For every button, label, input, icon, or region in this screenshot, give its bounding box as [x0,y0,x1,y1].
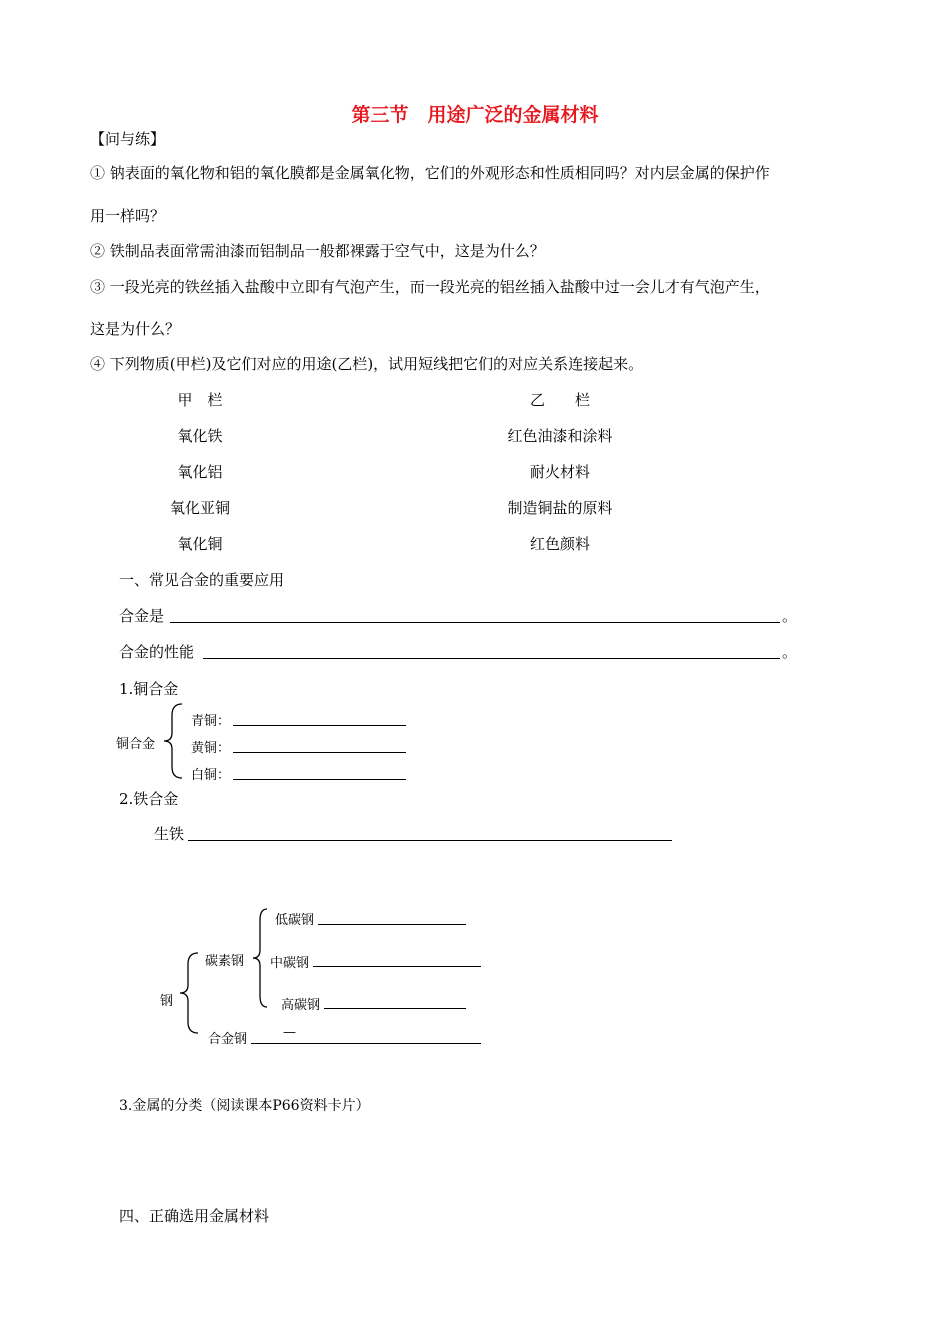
medium-carbon-steel-label: 中碳钢 [270,956,310,971]
copper-blank[interactable] [233,779,406,780]
end-mark: 。 [782,643,798,661]
copper-item-bronze: 青铜： [191,714,231,729]
metal-classification-heading: 3.金属的分类（阅读课本P66资料卡片） [119,1098,370,1114]
matching-right-item: 耐火材料 [529,463,590,481]
copper-alloy-group-label: 铜合金 [116,737,156,752]
low-carbon-steel-label: 低碳钢 [275,913,315,928]
alloy-definition-blank[interactable] [170,622,780,623]
pig-iron-label: 生铁 [154,825,185,843]
carbon-steel-label: 碳素钢 [205,954,245,969]
matching-left-item: 氧化亚铜 [169,499,230,517]
question-3-line-2: 这是为什么？ [90,320,181,338]
question-3-line-1: ③ 一段光亮的铁丝插入盐酸中立即有气泡产生，而一段光亮的铝丝插入盐酸中过一会儿才有气泡产生， [90,278,770,296]
copper-item-brass: 黄铜： [191,741,231,756]
matching-left-item: 氧化铜 [177,535,223,553]
high-carbon-steel-label: 高碳钢 [281,998,321,1013]
high-carbon-steel-blank[interactable] [324,1008,466,1009]
alloy-property-blank[interactable] [203,658,780,659]
question-1-line-1: ① 钠表面的氧化物和铝的氧化膜都是金属氧化物，它们的外观形态和性质相同吗？对内层金属的保护作 [90,164,770,182]
matching-left-header: 甲 栏 [177,391,223,409]
medium-carbon-steel-blank[interactable] [313,966,481,967]
pig-iron-blank[interactable] [188,840,672,841]
section-tag: 【问与练】 [90,130,166,148]
alloy-steel-dash: — [283,1025,296,1040]
iron-alloy-heading: 2.铁合金 [119,790,179,808]
matching-left-item: 氧化铝 [177,463,223,481]
alloy-steel-blank[interactable] [251,1043,481,1044]
alloy-definition-label: 合金是 [119,607,165,625]
copper-blank[interactable] [233,725,406,726]
matching-right-item: 制造铜盐的原料 [507,499,613,517]
end-mark: 。 [782,607,798,625]
section-4-heading: 四、正确选用金属材料 [119,1207,270,1225]
matching-right-item: 红色颜料 [529,535,590,553]
steel-label: 钢 [160,994,174,1009]
low-carbon-steel-blank[interactable] [318,924,466,925]
copper-item-cupronickel: 白铜： [191,768,231,783]
matching-right-item: 红色油漆和涂料 [507,427,613,445]
steel-brace-icon [178,952,200,1034]
alloy-property-label: 合金的性能 [119,643,195,661]
matching-right-header: 乙 栏 [529,391,590,409]
question-1-line-2: 用一样吗？ [90,207,166,225]
question-4: ④ 下列物质(甲栏)及它们对应的用途(乙栏)，试用短线把它们的对应关系连接起来。 [90,355,644,373]
page-title: 第三节 用途广泛的金属材料 [351,104,599,126]
question-2: ② 铁制品表面常需油漆而铝制品一般都裸露于空气中，这是为什么？ [90,242,545,260]
matching-left-item: 氧化铁 [177,427,223,445]
copper-brace-icon [162,703,184,779]
section-1-heading: 一、常见合金的重要应用 [119,571,285,589]
copper-blank[interactable] [233,752,406,753]
carbon-steel-brace-icon [252,908,268,1008]
alloy-steel-label: 合金钢 [208,1032,248,1047]
copper-alloy-heading: 1.铜合金 [119,680,179,698]
